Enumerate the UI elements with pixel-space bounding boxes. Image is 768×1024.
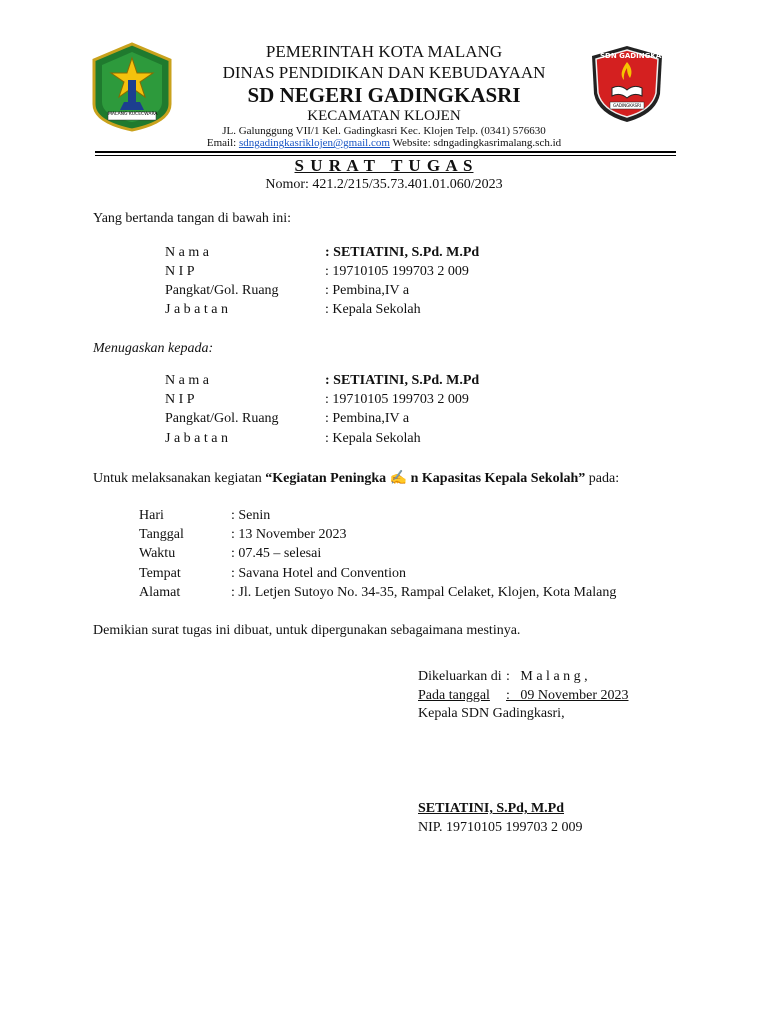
document-title: S U R A T T U G A S xyxy=(294,156,474,175)
event-date-value: : 13 November 2023 xyxy=(231,527,347,542)
assignee-position-value: : Kepala Sekolah xyxy=(325,431,421,446)
header-contact xyxy=(0,137,768,149)
header-department: DINAS PENDIDIKAN DAN KEBUDAYAAN xyxy=(222,63,546,82)
issued-date-value: : 09 November 2023 xyxy=(506,688,629,703)
header-government: PEMERINTAH KOTA MALANG xyxy=(265,42,503,61)
assignee-name-label: N a m a xyxy=(165,373,209,388)
purpose-prefix: Untuk melaksanakan kegiatan xyxy=(93,471,266,486)
assignee-position-label: J a b a t a n xyxy=(165,431,228,446)
purpose-paragraph xyxy=(93,470,619,487)
signer-position-value: : Kepala Sekolah xyxy=(325,302,421,317)
header-district: KECAMATAN KLOJEN xyxy=(307,108,461,124)
signer-name-label: N a m a xyxy=(165,245,209,260)
signer-name-value: : SETIATINI, S.Pd. M.Pd xyxy=(325,245,480,260)
signer-signature-name: SETIATINI, S.Pd, M.Pd xyxy=(418,801,565,816)
header-divider-thick xyxy=(95,151,676,153)
left-logo-banner: MALANG KUCECWARA xyxy=(108,112,158,117)
email-label: Email: xyxy=(206,137,237,149)
event-date-label: Tanggal xyxy=(139,527,184,542)
purpose-suffix: pada: xyxy=(585,471,620,486)
event-place-value: : Savana Hotel and Convention xyxy=(231,566,406,581)
signer-rank-value: : Pembina,IV a xyxy=(325,283,410,298)
assignee-rank-label: Pangkat/Gol. Ruang xyxy=(165,411,279,426)
email-link[interactable]: sdngadingkasriklojen@gmail.com xyxy=(238,137,390,149)
assign-label: Menugaskan kepada: xyxy=(93,341,214,356)
signer-nip-label: N I P xyxy=(165,264,195,279)
event-place-label: Tempat xyxy=(139,566,181,581)
assignee-rank-value: : Pembina,IV a xyxy=(325,411,410,426)
event-time-value: : 07.45 – selesai xyxy=(231,546,322,561)
header-address: JL. Galunggung VII/1 Kel. Gadingkasri Kec. Klojen Telp. (0341) 576630 xyxy=(222,125,546,137)
assignee-name-value: : SETIATINI, S.Pd. M.Pd xyxy=(325,373,480,388)
header-school-name: SD NEGERI GADINGKASRI xyxy=(247,83,521,107)
signer-position-label: J a b a t a n xyxy=(165,302,228,317)
intro-text: Yang bertanda tangan di bawah ini: xyxy=(93,211,292,226)
right-logo-caption: SDN GADINGKASRI xyxy=(600,52,675,60)
signer-nip-value: : 19710105 199703 2 009 xyxy=(325,264,469,279)
event-address-value: : Jl. Letjen Sutoyo No. 34-35, Rampal Celaket, Klojen, Kota Malang xyxy=(231,585,617,600)
purpose-activity: “Kegiatan Peningka ✍ n Kapasitas Kepala Sekolah” xyxy=(265,471,586,486)
issued-place-label: Dikeluarkan di xyxy=(418,669,502,684)
event-day-value: : Senin xyxy=(231,508,271,523)
signer-rank-label: Pangkat/Gol. Ruang xyxy=(165,283,279,298)
event-address-label: Alamat xyxy=(139,585,181,600)
document-number: Nomor: 421.2/215/35.73.401.01.060/2023 xyxy=(265,177,503,192)
event-time-label: Waktu xyxy=(139,546,176,561)
right-logo-banner: GADINGKASRI xyxy=(613,103,641,108)
website-text: Website: sdngadingkasrimalang.sch.id xyxy=(392,137,562,149)
assignee-nip-label: N I P xyxy=(165,392,195,407)
closing-statement: Demikian surat tugas ini dibuat, untuk dipergunakan sebagaimana mestinya. xyxy=(93,623,521,638)
event-day-label: Hari xyxy=(139,508,164,523)
assignee-nip-value: : 19710105 199703 2 009 xyxy=(325,392,469,407)
issued-date-label: Pada tanggal xyxy=(418,688,490,703)
issued-place-value: : M a l a n g , xyxy=(506,669,588,684)
signer-signature-nip: NIP. 19710105 199703 2 009 xyxy=(418,820,583,835)
signer-title: Kepala SDN Gadingkasri, xyxy=(418,706,565,721)
